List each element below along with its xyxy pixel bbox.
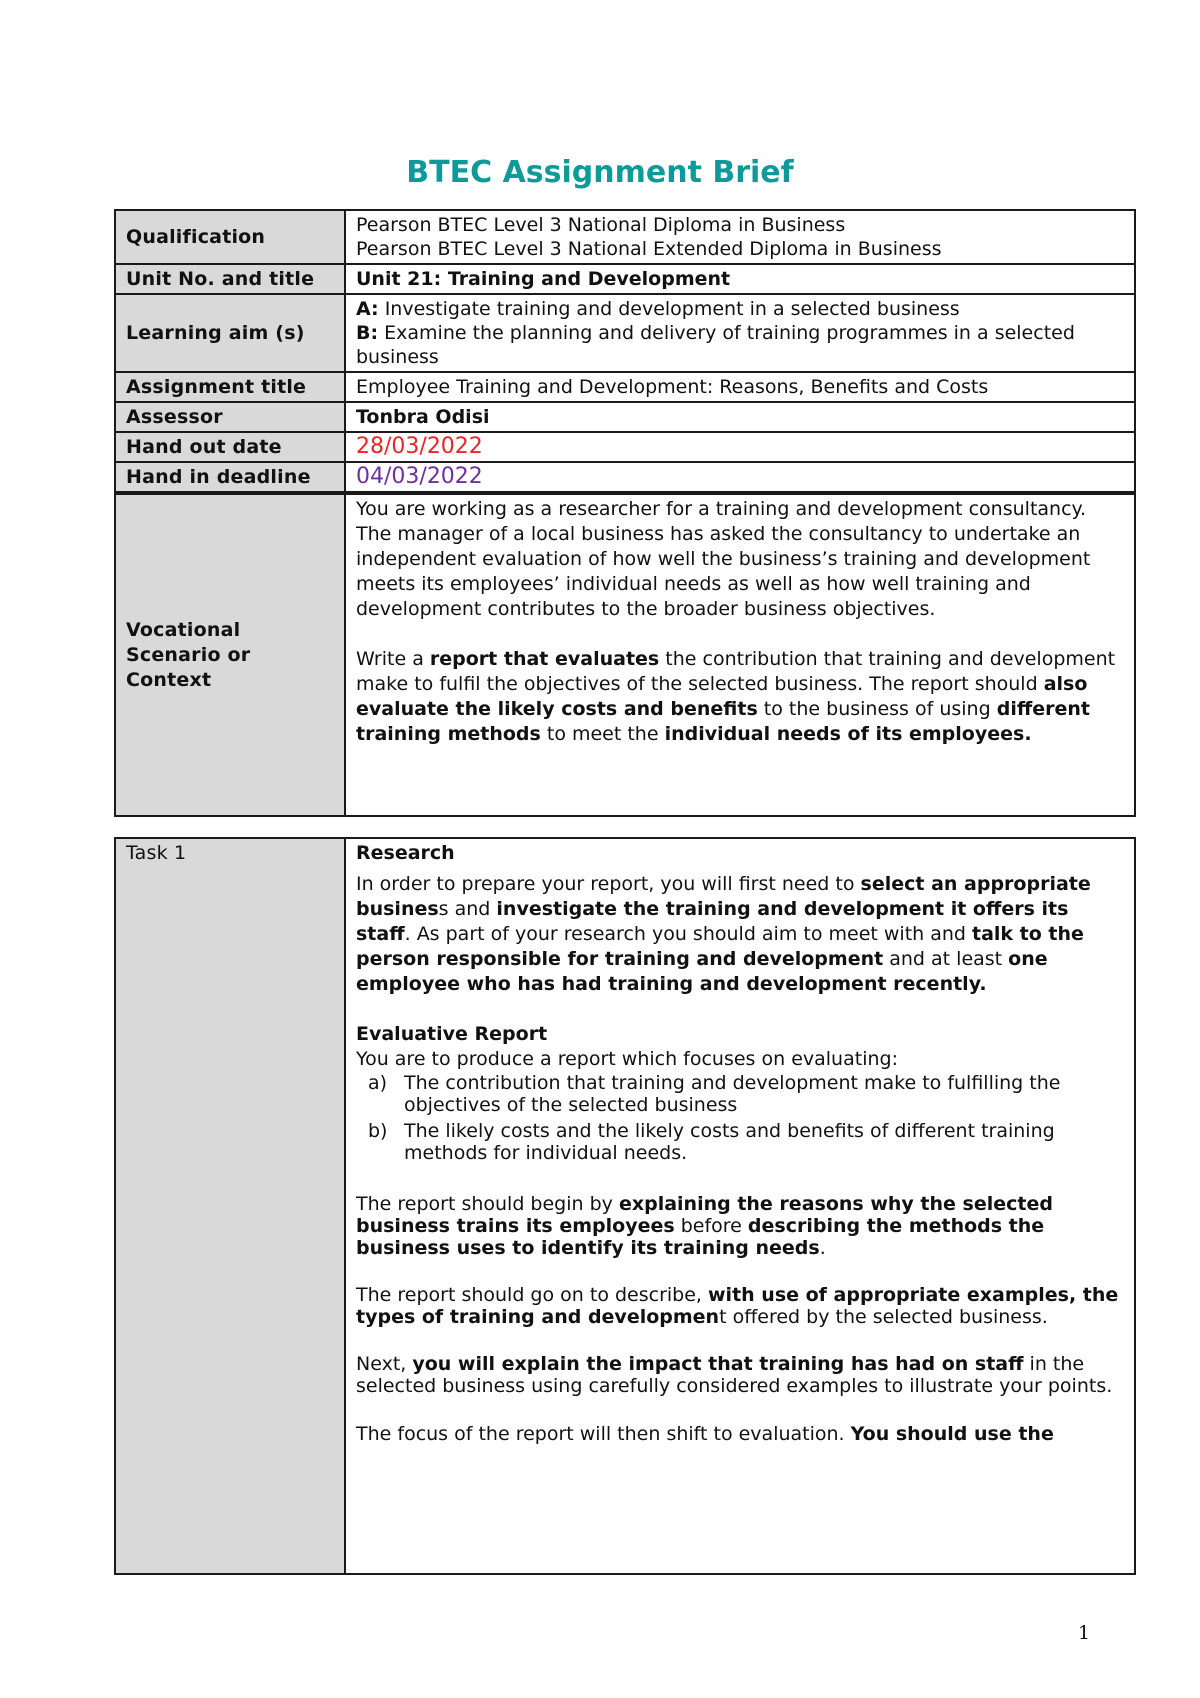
task-emphasis: investigate the training and development it offers its staff	[356, 898, 1069, 945]
scenario-label: Vocational Scenario or Context	[115, 494, 345, 816]
handin-row	[115, 462, 1135, 492]
task-text: The report should go on to describe,	[356, 1284, 708, 1306]
task-text: The report should begin by	[356, 1193, 619, 1215]
unit-row	[115, 264, 1135, 294]
assessor-row	[115, 402, 1135, 432]
assignment-title-label: Assignment title	[115, 372, 345, 402]
scenario-text: the contribution that training and development make to fulfil the objectives of the selected business. The report should	[356, 648, 1116, 695]
task-text: before	[674, 1215, 748, 1237]
task-text: and at least	[883, 948, 1009, 970]
scenario-emphasis: different training methods	[356, 698, 1090, 745]
handin-value	[345, 462, 1135, 492]
handout-date: 28/03/2022	[356, 434, 483, 459]
assessor-value: Tonbra Odisi	[345, 402, 1135, 432]
task-content	[345, 838, 1135, 1574]
report-paragraph-3	[356, 1353, 1124, 1397]
task-row	[115, 838, 1135, 1574]
assignment-title-value: Employee Training and Development: Reasons, Benefits and Costs	[345, 372, 1135, 402]
unit-value: Unit 21: Training and Development	[345, 264, 1135, 294]
aim-b	[356, 321, 1124, 345]
evaluative-report-intro: You are to produce a report which focuses on evaluating:	[356, 1048, 898, 1070]
handout-label: Hand out date	[115, 432, 345, 462]
aim-b-continued: business	[356, 346, 439, 368]
qualification-line-2: Pearson BTEC Level 3 National Extended Diploma in Business	[356, 238, 942, 260]
scenario-content	[345, 494, 1135, 816]
aim-a-text: Investigate training and development in a selected business	[378, 298, 960, 320]
assignment-title-row	[115, 372, 1135, 402]
scenario-emphasis: also evaluate the likely costs and benefits	[356, 673, 1088, 720]
task-label: Task 1	[115, 838, 345, 1574]
list-text: The contribution that training and development make to fulfilling the objectives of the selected business	[404, 1072, 1061, 1116]
list-marker: b)	[368, 1120, 388, 1142]
learning-aim-label: Learning aim (s)	[115, 294, 345, 372]
research-paragraph	[356, 872, 1124, 997]
scenario-paragraph-2	[356, 647, 1124, 747]
research-heading: Research	[356, 842, 455, 864]
report-paragraph-2	[356, 1284, 1124, 1328]
page-number: 1	[1078, 1622, 1091, 1644]
list-text: The likely costs and the likely costs and benefits of different training methods for individual needs.	[404, 1120, 1055, 1164]
task-table	[114, 837, 1136, 1575]
task-text: s and	[438, 898, 497, 920]
report-paragraph-1	[356, 1193, 1124, 1259]
list-marker: a)	[368, 1072, 388, 1094]
scenario-row	[115, 494, 1135, 816]
scenario-paragraph-1: You are working as a researcher for a training and development consultancy. The manager of a local business has asked the consultancy to undertake an independent evaluation of how well the business’s training and development meets its employees’ individual needs as well as how well training and development contributes to the broader business objectives.	[356, 498, 1091, 620]
scenario-table	[114, 493, 1136, 817]
learning-aim-value	[345, 294, 1135, 372]
report-paragraph-4	[356, 1422, 1124, 1447]
task-emphasis: select an appropriate busines	[356, 873, 1091, 920]
aim-a	[356, 297, 1124, 321]
task-emphasis: talk to the person responsible for training and development	[356, 923, 1084, 970]
scenario-emphasis: individual needs of its employees.	[664, 723, 1032, 745]
scenario-emphasis: report that evaluates	[429, 648, 660, 670]
handout-value	[345, 432, 1135, 462]
handin-label: Hand in deadline	[115, 462, 345, 492]
scenario-text: to meet the	[540, 723, 665, 745]
task-emphasis: with use of appropriate examples, the types of training and developmen	[356, 1284, 1119, 1328]
task-emphasis: describing the methods the business uses to identify its training needs	[356, 1215, 1045, 1259]
aim-b-text: Examine the planning and delivery of training programmes in a selected	[378, 322, 1075, 344]
task-emphasis: You should use the	[850, 1423, 1054, 1445]
evaluation-list	[356, 1072, 1124, 1164]
list-item	[368, 1120, 1124, 1164]
handin-date: 04/03/2022	[356, 464, 483, 489]
aim-a-key: A:	[356, 298, 379, 320]
task-text: The focus of the report will then shift to evaluation.	[356, 1423, 851, 1445]
qualification-label: Qualification	[115, 210, 345, 264]
page-title: BTEC Assignment Brief	[406, 155, 794, 190]
aim-b-key: B:	[356, 322, 379, 344]
qualification-value	[345, 210, 1135, 264]
assessor-label: Assessor	[115, 402, 345, 432]
qualification-line-1: Pearson BTEC Level 3 National Diploma in Business	[356, 214, 846, 236]
task-text: in the selected business using carefully considered examples to illustrate your points.	[356, 1353, 1113, 1397]
task-text: . As part of your research you should aim to meet with and	[404, 923, 973, 945]
scenario-text: to the business of using	[757, 698, 997, 720]
task-text: In order to prepare your report, you will first need to	[356, 873, 861, 895]
task-text: .	[819, 1237, 826, 1259]
scenario-text: Write a	[356, 648, 430, 670]
list-item	[368, 1072, 1124, 1116]
task-emphasis: explaining the reasons why the selected business trains its employees	[356, 1193, 1053, 1237]
learning-aim-row	[115, 294, 1135, 372]
unit-label: Unit No. and title	[115, 264, 345, 294]
qualification-row	[115, 210, 1135, 264]
evaluative-report-heading: Evaluative Report	[356, 1023, 548, 1045]
handout-row	[115, 432, 1135, 462]
task-text: Next,	[356, 1353, 413, 1375]
task-emphasis: you will explain the impact that training has had on staff	[412, 1353, 1024, 1375]
assignment-info-table	[114, 209, 1136, 493]
task-text: t offered by the selected business.	[719, 1306, 1048, 1328]
task-emphasis: one employee who has had training and development recently.	[356, 948, 1048, 995]
